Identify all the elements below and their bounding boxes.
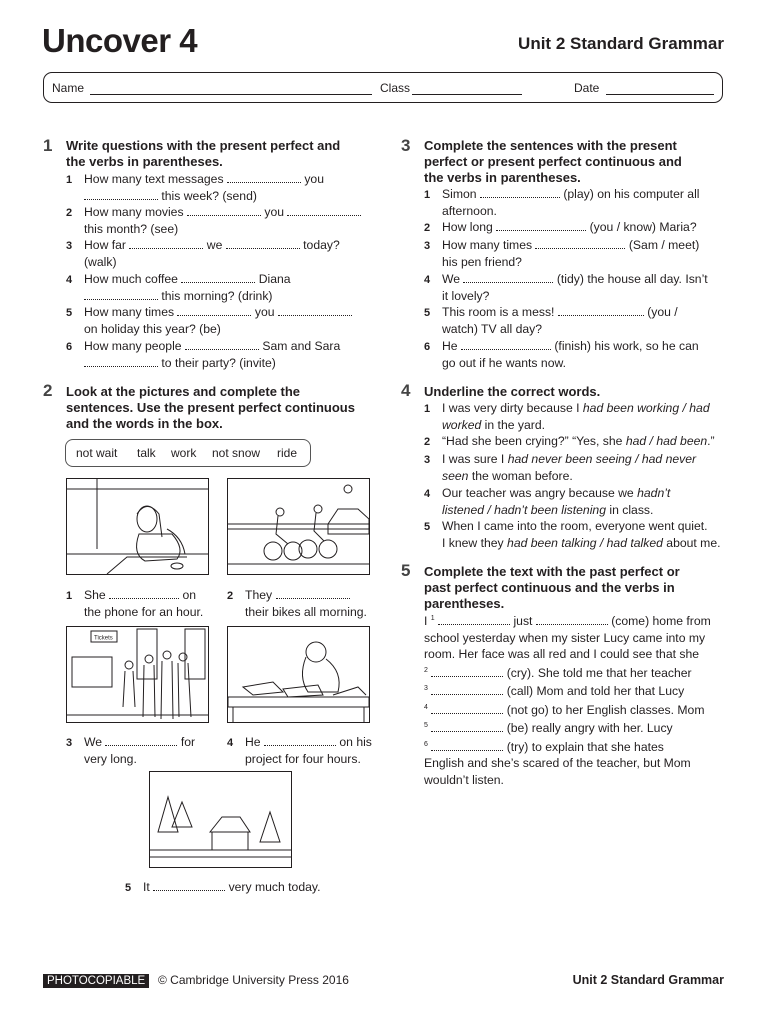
exercise-3-heading: Complete the sentences with the present perfect or present perfect continuous and the verbs in parentheses. — [424, 138, 682, 185]
exercise-5-number: 5 — [401, 561, 411, 580]
exercise-4-number: 4 — [401, 381, 411, 400]
answer-blank[interactable] — [463, 272, 553, 283]
photocopiable-badge: PHOTOCOPIABLE — [43, 974, 149, 988]
exercise-2-number: 2 — [43, 381, 53, 400]
word-option: work — [171, 446, 197, 460]
ex4-item-5: 5 When I came into the room, everyone went quiet. I knew they had been talking / had talked about me. — [424, 519, 721, 550]
answer-blank[interactable] — [109, 588, 179, 599]
ex1-item-5: 5 How many times you on holiday this year? (be) — [84, 304, 384, 337]
choice-text[interactable]: had / had been — [625, 434, 708, 448]
picture-man-studying — [227, 626, 370, 723]
ex4-item-3: 3 I was sure I had never been seeing / had never seen the woman before. — [424, 452, 697, 483]
answer-blank[interactable] — [226, 238, 300, 249]
unit-title: Unit 2 Standard Grammar — [518, 34, 724, 53]
ex2-item-1: 1 She on the phone for an hour. — [66, 588, 204, 619]
picture-riding-bikes — [227, 478, 370, 575]
answer-blank[interactable] — [84, 356, 158, 367]
ex2-item-4: 4 He on his project for four hours. — [227, 735, 372, 766]
choice-text[interactable]: worked — [442, 417, 482, 432]
exercise-1-heading: Write questions with the present perfect and the verbs in parentheses. — [66, 138, 341, 169]
answer-blank[interactable] — [276, 588, 350, 599]
answer-blank[interactable] — [185, 339, 259, 350]
choice-text[interactable]: seen — [442, 468, 469, 483]
answer-blank[interactable] — [431, 703, 503, 714]
class-field[interactable] — [412, 94, 522, 95]
ex2-item-3: 3 We for very long. — [66, 735, 196, 766]
word-option: talk — [137, 446, 156, 460]
answer-blank[interactable] — [84, 189, 158, 200]
answer-blank[interactable] — [535, 238, 625, 249]
answer-blank[interactable] — [431, 666, 503, 677]
ex1-item-6: 6 How many people Sam and Sara to their party? (invite) — [66, 339, 341, 370]
exercise-3-number: 3 — [401, 136, 411, 155]
exercise-5-heading: Complete the text with the past perfect or past perfect continuous and the verbs in parentheses. — [424, 564, 680, 611]
ex1-item-2: 2 How many movies you this month? (see) — [84, 204, 384, 237]
ex4-item-1: 1 I was very dirty because I had been working / had worked in the yard. — [424, 401, 710, 432]
answer-blank[interactable] — [431, 684, 503, 695]
choice-text[interactable]: listened / hadn’t been listening — [442, 502, 606, 517]
answer-blank[interactable] — [431, 740, 503, 751]
answer-blank[interactable] — [480, 187, 560, 198]
answer-blank[interactable] — [84, 289, 158, 300]
ex2-item-5: 5 It very much today. — [125, 880, 321, 894]
word-option: not wait — [76, 446, 118, 460]
answer-blank[interactable] — [187, 205, 261, 216]
logo: Uncover 4 — [42, 22, 198, 59]
exercise-4-heading: Underline the correct words. — [424, 384, 601, 399]
ex1-item-4: 4 How much coffee Diana this morning? (drink) — [66, 272, 291, 303]
picture-ticket-queue — [66, 626, 209, 723]
choice-text[interactable]: had been working / had — [582, 401, 710, 415]
answer-blank[interactable] — [129, 238, 203, 249]
copyright-text: © Cambridge University Press 2016 — [158, 973, 349, 987]
ex4-item-2: 2 “Had she been crying?” “Yes, she had / had been.” — [424, 434, 715, 448]
answer-blank[interactable] — [461, 339, 551, 350]
answer-blank[interactable] — [105, 735, 177, 746]
ex1-item-1: 1 How many text messages you this week? (send) — [66, 172, 324, 203]
answer-blank[interactable] — [264, 735, 336, 746]
exercise-2-heading: Look at the pictures and complete the sentences. Use the present perfect continuous and the words in the box. — [66, 384, 355, 431]
student-info-bar — [43, 72, 723, 103]
ex4-item-4: 4 Our teacher was angry because we hadn’t listened / hadn’t been listening in class. — [424, 486, 671, 517]
answer-blank[interactable] — [153, 880, 225, 891]
ex3-item-1: 1 Simon (play) on his computer all afternoon. — [424, 187, 700, 218]
ex3-item-5: 5 This room is a mess! (you / watch) TV all day? — [424, 305, 678, 336]
choice-text[interactable]: hadn’t — [637, 486, 671, 500]
answer-blank[interactable] — [558, 305, 644, 316]
answer-blank[interactable] — [278, 305, 352, 316]
answer-blank[interactable] — [287, 205, 361, 216]
answer-blank[interactable] — [496, 220, 586, 231]
exercise-1-number: 1 — [43, 136, 53, 155]
ex3-item-6: 6 He (finish) his work, so he can go out if he wants now. — [424, 339, 699, 370]
date-field[interactable] — [606, 94, 714, 95]
picture-woman-on-phone — [66, 478, 209, 575]
answer-blank[interactable] — [227, 172, 301, 183]
class-label: Class — [380, 81, 411, 95]
choice-text[interactable]: had never been seeing / had never — [507, 452, 697, 466]
choice-text[interactable]: had been talking / had talked — [507, 535, 663, 550]
ex2-item-2: 2 They their bikes all morning. — [227, 588, 367, 619]
ex3-item-3: 3 How many times (Sam / meet) his pen friend? — [424, 238, 700, 269]
name-field[interactable] — [90, 94, 372, 95]
tickets-sign-text: Tickets — [94, 635, 113, 642]
answer-blank[interactable] — [431, 721, 503, 732]
answer-blank[interactable] — [536, 614, 608, 625]
name-label: Name — [52, 81, 85, 95]
answer-blank[interactable] — [177, 305, 251, 316]
word-option: not snow — [212, 446, 261, 460]
date-label: Date — [574, 81, 600, 95]
answer-blank[interactable] — [438, 614, 510, 625]
picture-snowy-house — [149, 771, 292, 868]
ex5-text: I $^1$ just (come) home from school yesterday when my sister Lucy came into my room. Her face was all red and I could see that she $^2$ (cry). She told me that her teacher $^3$ (call) Mom and told her that Lucy $^4$ (not go) to her English classes. Mom $^5$ (be) really angry with her. Lucy $^6$ (try) to explain that she hates English and she’s scared of the teacher, but Mom wouldn’t listen. — [424, 614, 711, 787]
ex1-item-3: 3 How far we today? (walk) — [66, 238, 340, 269]
word-option: ride — [277, 446, 298, 460]
footer-unit-title: Unit 2 Standard Grammar — [572, 973, 724, 987]
answer-blank[interactable] — [181, 272, 255, 283]
ex3-item-2: 2 How long (you / know) Maria? — [424, 220, 697, 234]
ex3-item-4: 4 We (tidy) the house all day. Isn’t it lovely? — [424, 272, 708, 303]
word-box — [65, 439, 311, 467]
